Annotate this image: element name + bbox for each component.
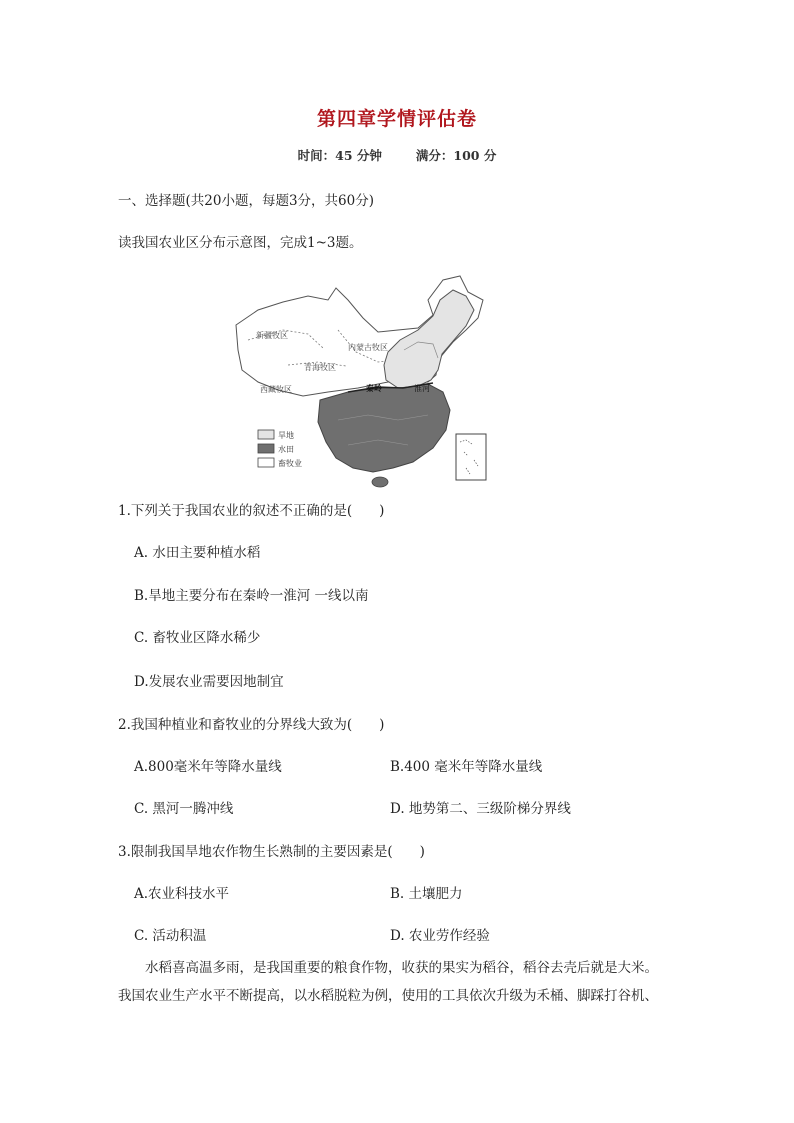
- map-figure: [228, 270, 494, 488]
- question-3-option-a[interactable]: A.农业科技水平: [134, 886, 230, 902]
- map-legend: [258, 430, 302, 468]
- china-agriculture-map: [228, 270, 494, 488]
- page-title: 第四章学情评估卷: [316, 108, 477, 130]
- legend-pasture: 畜牧业: [278, 459, 302, 468]
- question-3-option-b[interactable]: B. 土壤肥力: [390, 886, 463, 902]
- question-3-option-c[interactable]: C. 活动积温: [134, 928, 207, 944]
- label-tibet: 西藏牧区: [260, 385, 292, 394]
- question-1-option-a[interactable]: A. 水田主要种植水稻: [134, 545, 261, 561]
- section-heading: 一、选择题(共20小题，每题3分，共60分): [118, 193, 374, 209]
- question-1-option-c[interactable]: C. 畜牧业区降水稀少: [134, 630, 261, 646]
- hainan-island: [372, 477, 388, 487]
- label-qinghai: 青海牧区: [304, 363, 336, 372]
- question-1-option-d[interactable]: D.发展农业需要因地制宜: [134, 674, 284, 690]
- question-1-stem: 1.下列关于我国农业的叙述不正确的是( ): [118, 503, 385, 519]
- question-2-stem: 2.我国种植业和畜牧业的分界线大致为( ): [118, 717, 385, 733]
- question-intro: 读我国农业区分布示意图，完成1~3题。: [118, 235, 363, 251]
- exam-score: 满分：100 分: [415, 148, 497, 163]
- question-2-option-c[interactable]: C. 黑河一腾冲线: [134, 801, 234, 817]
- question-3-option-d[interactable]: D. 农业劳作经验: [390, 928, 490, 944]
- question-2-option-b[interactable]: B.400 毫米年等降水量线: [390, 759, 543, 775]
- reading-passage: [118, 954, 688, 1010]
- label-qinling: 秦岭: [366, 384, 382, 393]
- exam-meta: [0, 146, 794, 164]
- legend-paddy: 水田: [278, 445, 294, 454]
- legend-dry-land: 旱地: [278, 431, 294, 440]
- exam-time: 时间：45 分钟: [297, 148, 382, 163]
- label-xinjiang: 新疆牧区: [256, 331, 288, 340]
- label-huaihe: 淮河: [414, 384, 430, 393]
- question-1-option-b[interactable]: B.旱地主要分布在秦岭一淮河 一线以南: [134, 588, 369, 604]
- passage-line-1: 水稻喜高温多雨，是我国重要的粮食作物，收获的果实为稻谷，稻谷去壳后就是大米。: [145, 960, 658, 976]
- paddy-region: [318, 384, 450, 472]
- south-china-sea-inset: [456, 434, 486, 480]
- label-inner-mongolia: 内蒙古牧区: [348, 343, 388, 352]
- question-3-stem: 3.限制我国旱地农作物生长熟制的主要因素是( ): [118, 844, 425, 860]
- question-2-option-a[interactable]: A.800毫米年等降水量线: [134, 759, 282, 775]
- passage-line-2: 我国农业生产水平不断提高，以水稻脱粒为例，使用的工具依次升级为禾桶、脚踩打谷机、: [118, 988, 658, 1004]
- question-2-option-d[interactable]: D. 地势第二、三级阶梯分界线: [390, 801, 571, 817]
